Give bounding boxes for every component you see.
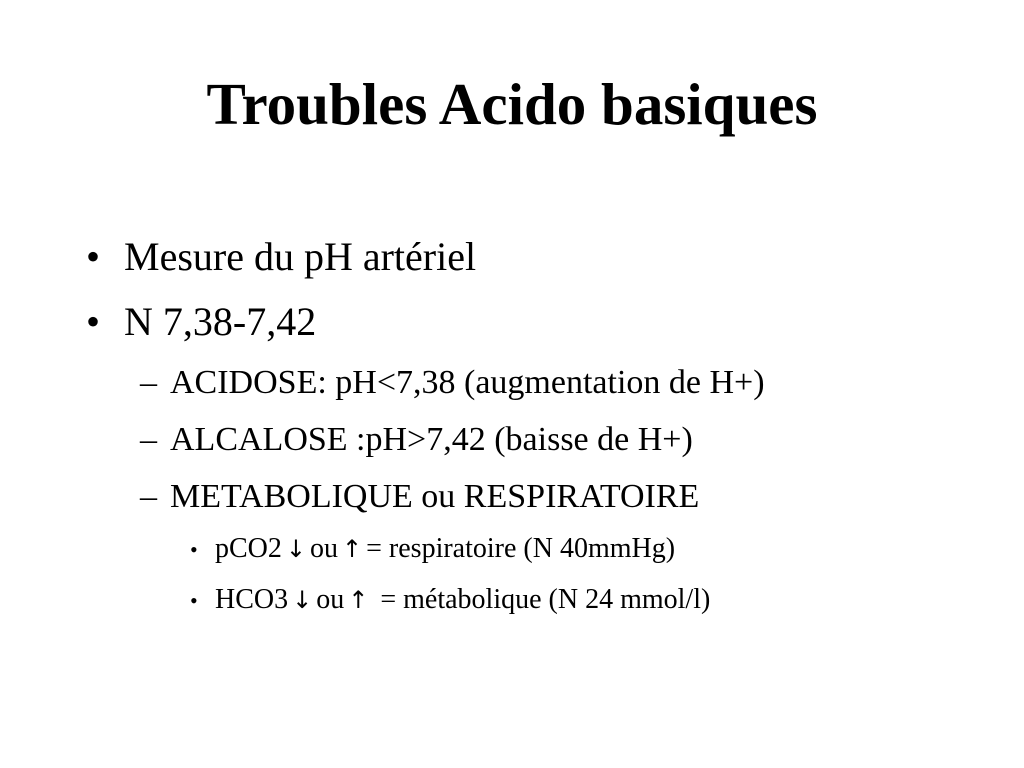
sub-sub-bullet-middle: ou (310, 533, 339, 564)
bullet-item (86, 298, 316, 346)
sub-sub-bullet-suffix: = métabolique (N 24 mmol/l) (380, 584, 711, 615)
up-arrow-icon: ↑ (342, 535, 363, 563)
bullet-marker: • (86, 299, 101, 344)
sub-bullet-item (140, 420, 693, 460)
bullet-marker: • (86, 234, 101, 279)
up-arrow-icon: ↑ (348, 586, 369, 614)
sub-bullet-marker: – (140, 478, 157, 515)
sub-sub-bullet-prefix: pCO2 (215, 533, 282, 564)
sub-sub-bullet-marker: • (190, 588, 198, 613)
bullet-text: Mesure du pH artériel (124, 234, 477, 279)
down-arrow-icon: ↓ (285, 535, 307, 563)
sub-bullet-text: ALCALOSE :pH>7,42 (baisse de H+) (170, 421, 693, 458)
sub-bullet-item (140, 363, 765, 403)
sub-bullet-item (140, 477, 699, 517)
slide-title: Troubles Acido basiques (206, 71, 818, 137)
sub-bullet-text: ACIDOSE: pH<7,38 (augmentation de H+) (170, 364, 765, 401)
bullet-item (86, 233, 476, 281)
sub-sub-bullet-item (190, 532, 675, 567)
sub-bullet-text: METABOLIQUE ou RESPIRATOIRE (170, 478, 700, 515)
sub-sub-bullet-middle: ou (316, 584, 345, 615)
bullet-text: N 7,38-7,42 (124, 299, 317, 344)
down-arrow-icon: ↓ (292, 586, 313, 614)
sub-sub-bullet-prefix: HCO3 (215, 584, 289, 615)
sub-sub-bullet-item (190, 583, 710, 618)
sub-sub-bullet-suffix: = respiratoire (N 40mmHg) (366, 533, 676, 564)
sub-bullet-marker: – (140, 421, 157, 458)
sub-sub-bullet-marker: • (190, 537, 198, 562)
sub-bullet-marker: – (140, 364, 157, 401)
